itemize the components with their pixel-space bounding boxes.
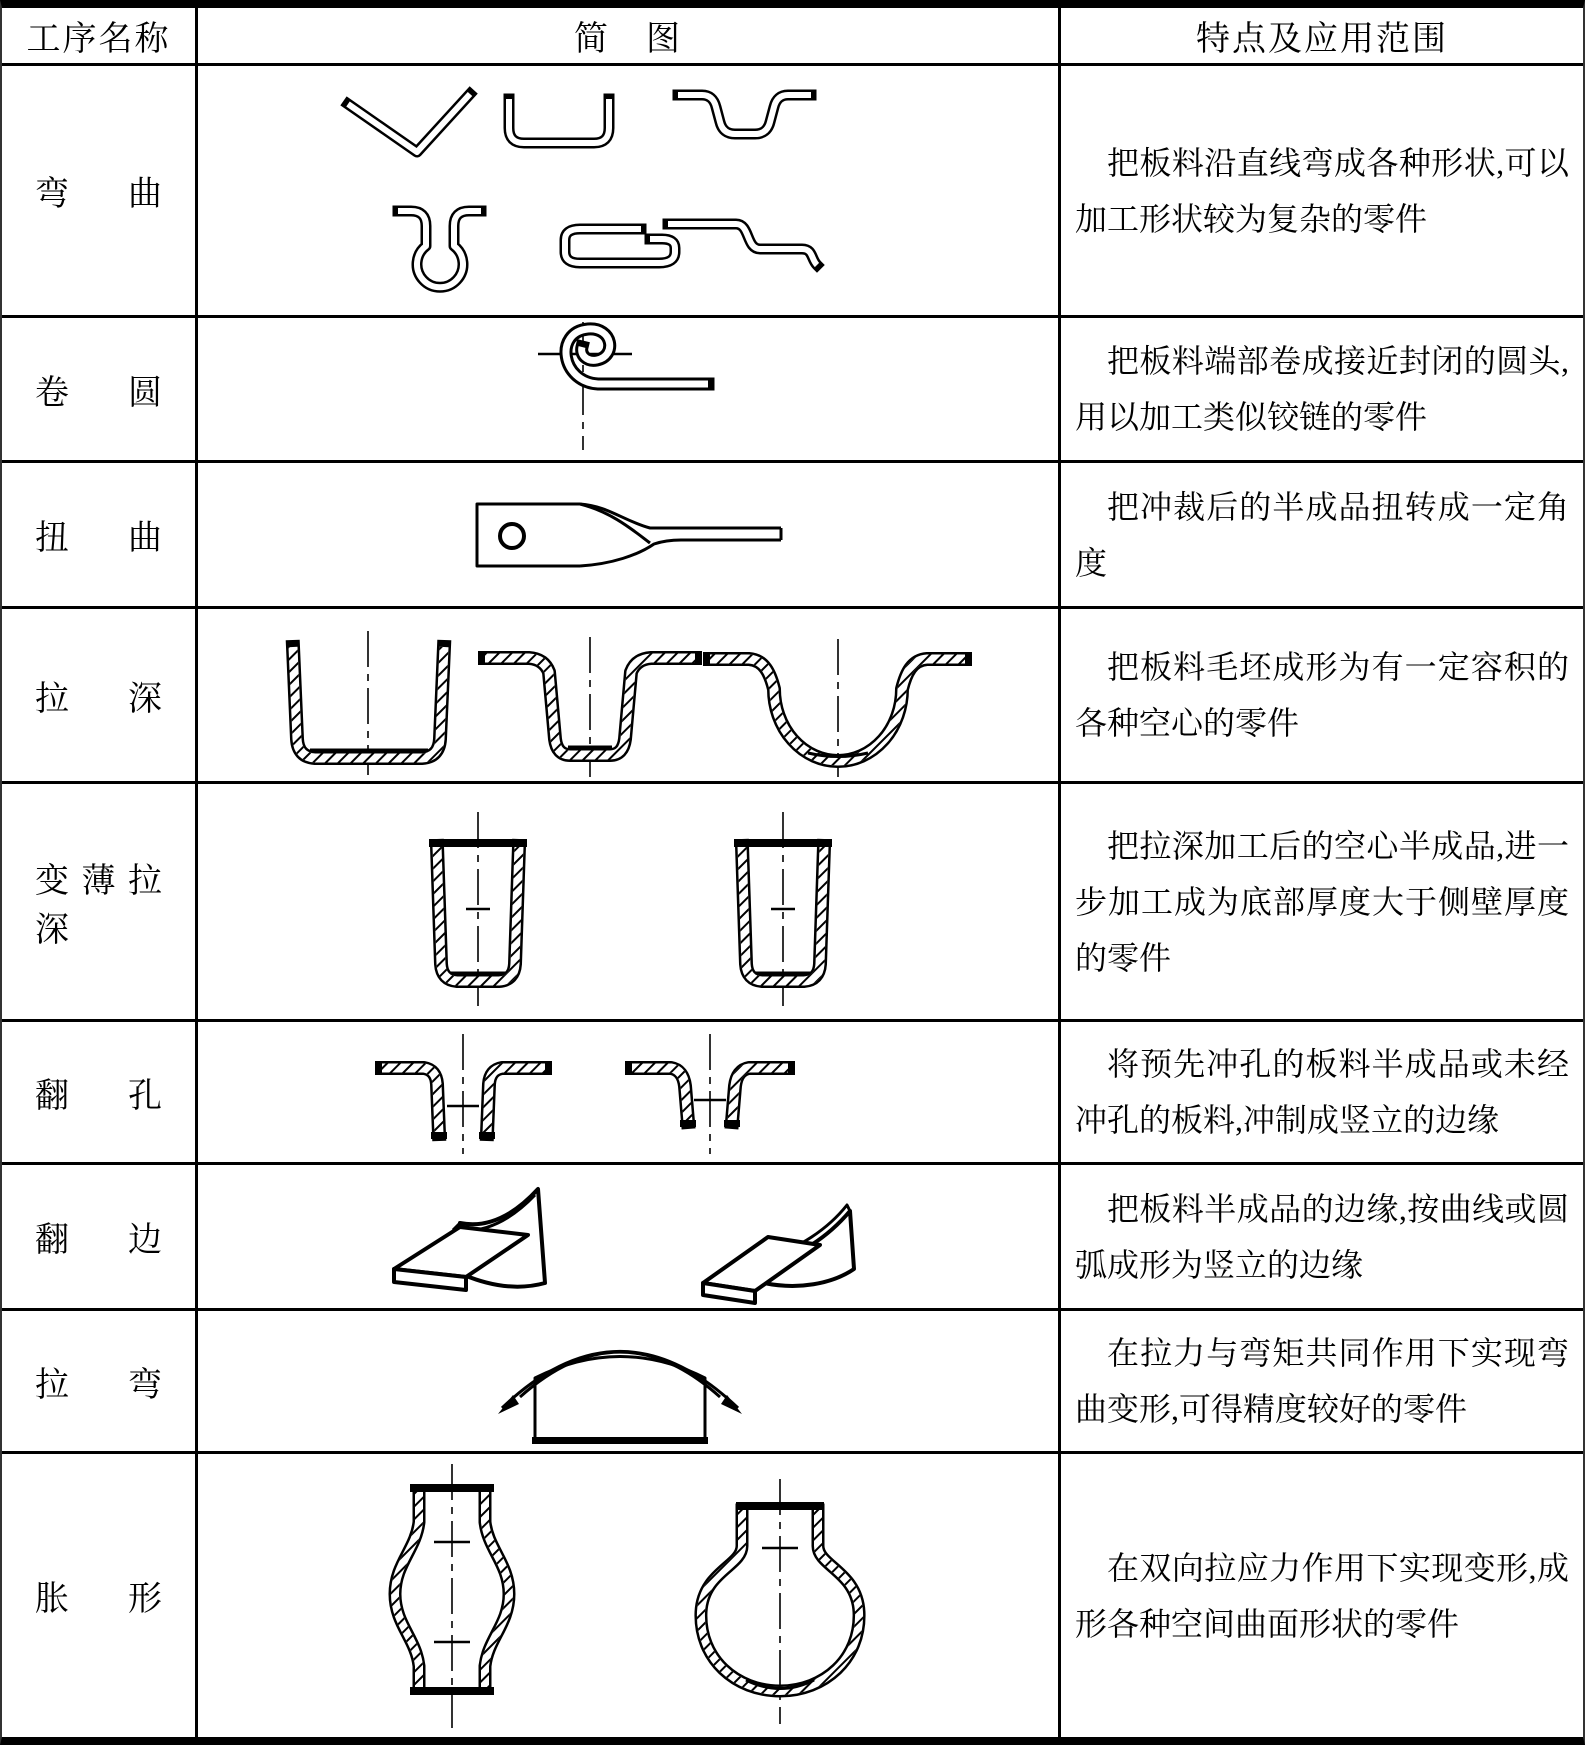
diagram-cell [198,1311,1061,1451]
features-text: 把板料端部卷成接近封闭的圆头,用以加工类似铰链的零件 [1075,343,1569,435]
process-name-cell [2,1165,198,1308]
features-text: 把拉深加工后的空心半成品,进一步加工成为底部厚度大于侧壁厚度的零件 [1075,827,1569,976]
process-name-cell [2,784,198,1019]
drawn-cups-diagram [198,609,1058,781]
features-text: 把板料半成品的边缘,按曲线或圆弧成形为竖立的边缘 [1075,1190,1569,1283]
process-name: 翻边 [35,1222,162,1259]
diagram-cell [198,318,1061,460]
features-cell [1061,463,1583,606]
table-row-ironing [2,784,1583,1022]
table-row-bulging [2,1454,1583,1737]
features-cell [1061,1022,1583,1162]
process-name: 胀形 [35,1581,162,1618]
features-text: 把板料沿直线弯成各种形状,可以加工形状较为复杂的零件 [1075,144,1569,237]
process-name-cell [2,463,198,606]
process-name-cell [2,1454,198,1737]
process-name-cell [2,609,198,781]
table-row-bending [2,66,1583,318]
process-name-cell [2,66,198,315]
process-name: 拉深 [35,680,162,718]
process-name-cell [2,318,198,460]
diagram-cell [198,609,1061,781]
process-name-cell [2,1311,198,1451]
table-row-deep-drawing [2,609,1583,784]
twisted-tab-diagram [198,463,1058,606]
process-name: 弯曲 [35,176,162,213]
header-features: 特点及应用范围 [1196,21,1448,58]
curved-flange-diagram [198,1165,1058,1308]
table-header-row [2,8,1583,66]
features-cell [1061,1165,1583,1308]
diagram-cell [198,66,1061,315]
diagram-cell [198,1454,1061,1737]
features-cell [1061,66,1583,315]
features-text: 在拉力与弯矩共同作用下实现弯曲变形,可得精度较好的零件 [1075,1335,1569,1427]
features-text: 把板料毛坯成形为有一定容积的各种空心的零件 [1075,649,1569,741]
process-name: 变薄拉深 [35,862,162,949]
bulged-parts-diagram [198,1454,1058,1737]
table-row-hole-flanging [2,1022,1583,1165]
features-cell [1061,609,1583,781]
diagram-cell [198,463,1061,606]
process-name: 卷圆 [35,374,162,412]
ironed-cups-diagram [198,784,1058,1019]
features-cell [1061,1454,1583,1737]
process-name-cell [2,1022,198,1162]
features-cell [1061,784,1583,1019]
features-text: 将预先冲孔的板料半成品或未经冲孔的板料,冲制成竖立的边缘 [1075,1046,1569,1138]
header-diagram: 简 图 [198,8,1061,63]
diagram-cell [198,1165,1061,1308]
curled-edge-diagram [198,318,1058,460]
features-text: 在双向拉应力作用下实现变形,成形各种空间曲面形状的零件 [1075,1549,1569,1642]
table-row-stretch-bending [2,1311,1583,1454]
diagram-cell [198,784,1061,1019]
features-text: 把冲裁后的半成品扭转成一定角度 [1075,488,1569,581]
bending-profiles-diagram [198,66,1058,315]
header-process-name: 工序名称 [2,8,198,63]
process-name: 扭曲 [35,520,162,557]
features-cell [1061,1311,1583,1451]
process-name: 拉弯 [35,1366,162,1404]
hole-flange-diagram [198,1022,1058,1162]
features-cell [1061,318,1583,460]
table-row-twisting [2,463,1583,609]
process-name: 翻孔 [35,1077,162,1115]
table-row-curling [2,318,1583,463]
stretch-bend-diagram [198,1311,1058,1451]
table-row-flanging [2,1165,1583,1311]
diagram-cell [198,1022,1061,1162]
